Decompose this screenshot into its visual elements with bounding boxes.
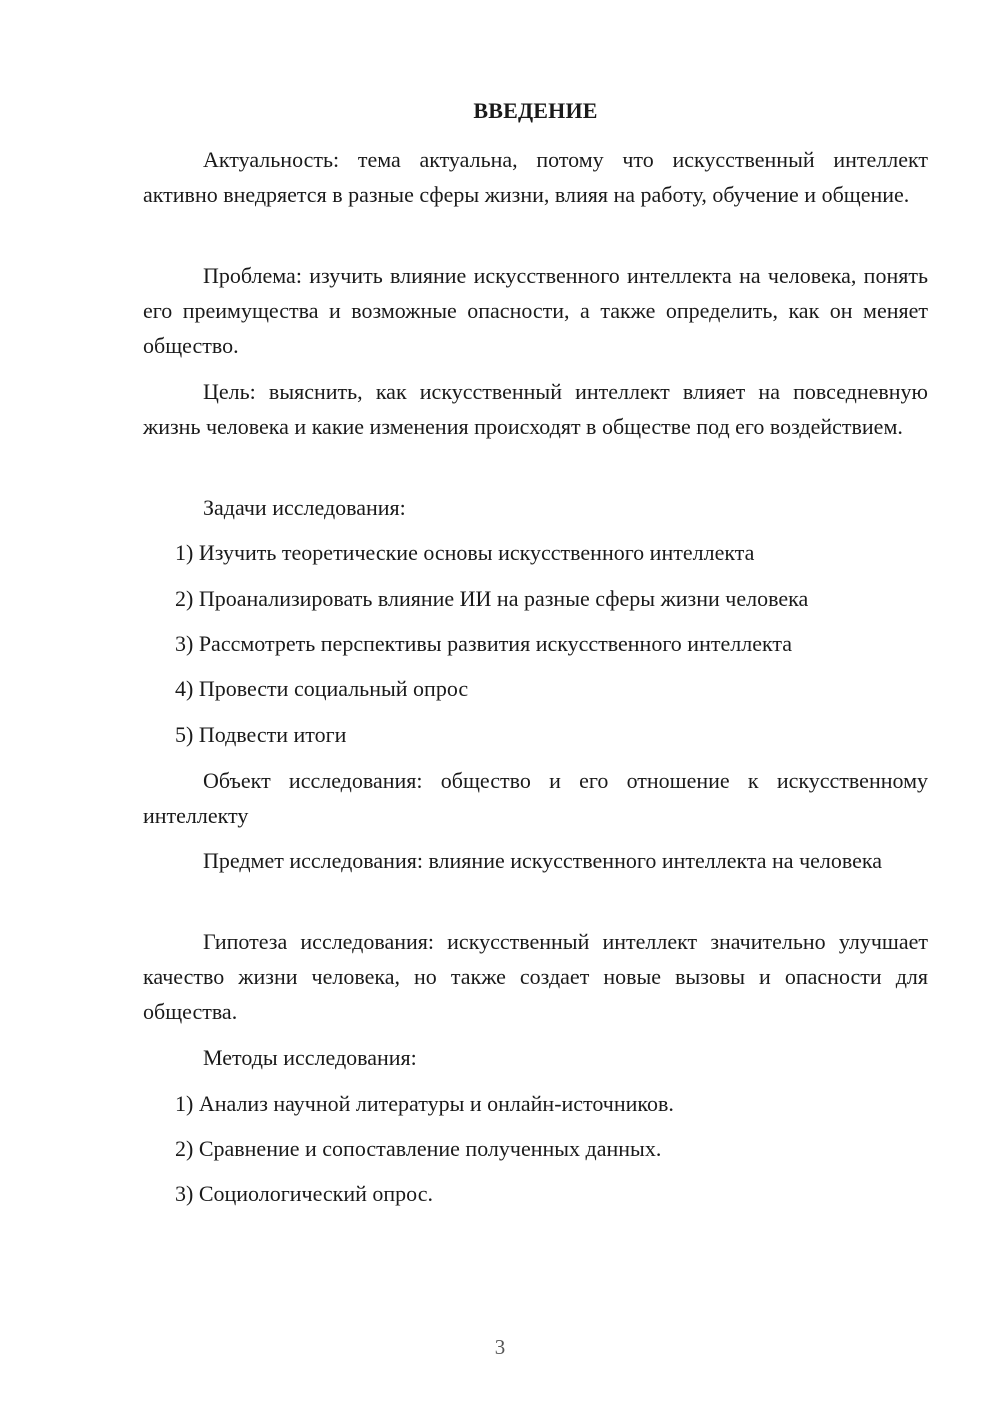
methods-heading: Методы исследования: — [203, 1045, 417, 1070]
task-item-1: 1) Изучить теоретические основы искусственного интеллекта — [175, 540, 755, 565]
goal-paragraph: Цель: выяснить, как искусственный интеллект влияет на повседневную жизнь человека и какие изменения происходят в обществе под его воздействием. — [143, 379, 928, 439]
problem-paragraph: Проблема: изучить влияние искусственного интеллекта на человека, понять его преимущества и возможные опасности, а также определить, как он меняет общество. — [143, 263, 928, 358]
tasks-heading: Задачи исследования: — [203, 495, 406, 520]
object-paragraph: Объект исследования: общество и его отношение к искусственному интеллекту — [143, 768, 928, 828]
task-item-2: 2) Проанализировать влияние ИИ на разные сферы жизни человека — [175, 586, 809, 611]
task-item-3: 3) Рассмотреть перспективы развития искусственного интеллекта — [175, 631, 792, 656]
section-title: ВВЕДЕНИЕ — [473, 98, 598, 123]
method-item-3: 3) Социологический опрос. — [175, 1181, 433, 1206]
task-item-5: 5) Подвести итоги — [175, 722, 347, 747]
method-item-2: 2) Сравнение и сопоставление полученных данных. — [175, 1136, 662, 1161]
method-item-1: 1) Анализ научной литературы и онлайн-источников. — [175, 1091, 674, 1116]
hypothesis-paragraph: Гипотеза исследования: искусственный интеллект значительно улучшает качество жизни человека, но также создает новые вызовы и опасности для общества. — [143, 929, 928, 1024]
subject-paragraph: Предмет исследования: влияние искусственного интеллекта на человека — [203, 848, 883, 873]
task-item-4: 4) Провести социальный опрос — [175, 676, 469, 701]
relevance-paragraph: Актуальность: тема актуальна, потому что искусственный интеллект активно внедряется в разные сферы жизни, влияя на работу, обучение и общение. — [143, 147, 928, 207]
page-number: 3 — [494, 1335, 506, 1359]
